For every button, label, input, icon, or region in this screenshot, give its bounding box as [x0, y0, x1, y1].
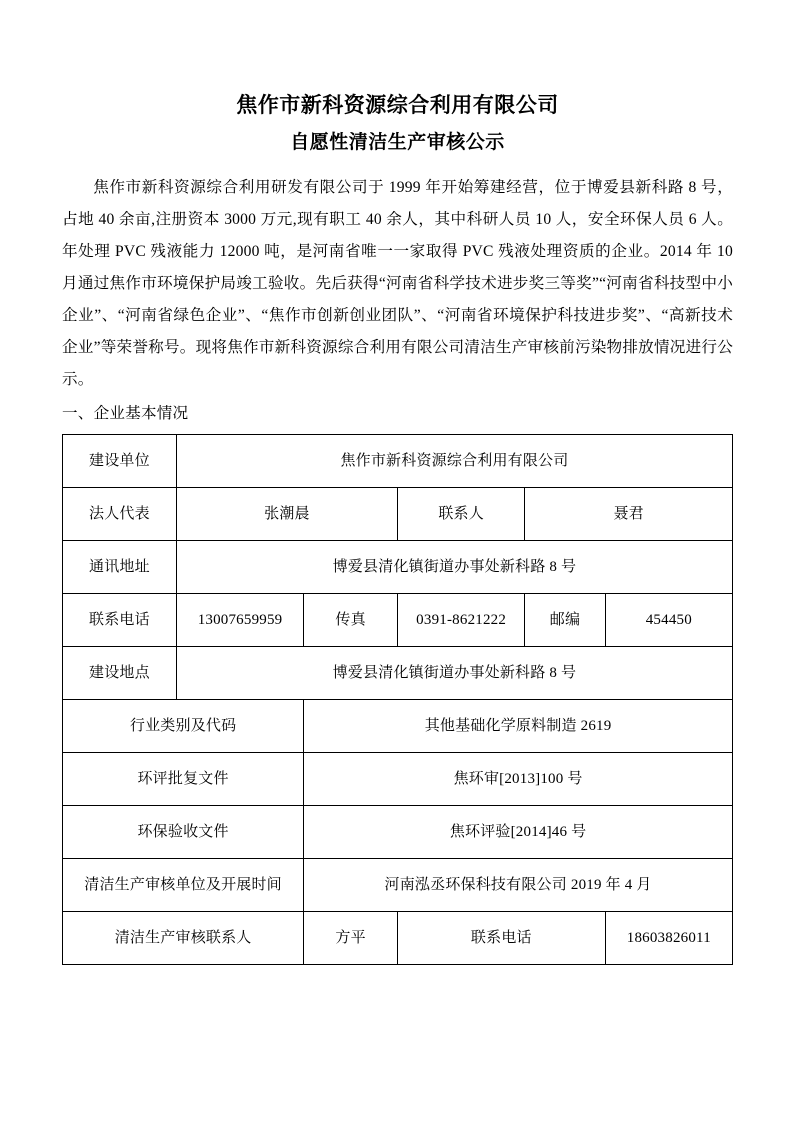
- table-cell-value: 聂君: [525, 488, 733, 541]
- table-cell-label: 行业类别及代码: [63, 700, 304, 753]
- table-row: [63, 700, 733, 753]
- table-cell-value: 焦环评验[2014]46 号: [304, 806, 733, 859]
- table-row: [63, 435, 733, 488]
- table-cell-value: 焦环审[2013]100 号: [304, 753, 733, 806]
- table-cell-value: 博爱县清化镇街道办事处新科路 8 号: [176, 647, 732, 700]
- table-cell-value: 18603826011: [605, 912, 732, 965]
- table-cell-label: 法人代表: [63, 488, 177, 541]
- table-cell-value: 0391-8621222: [397, 594, 524, 647]
- table-cell-value: 454450: [605, 594, 732, 647]
- enterprise-basic-info-table: [62, 434, 733, 965]
- table-cell-label: 联系电话: [63, 594, 177, 647]
- table-cell-value: 张潮晨: [176, 488, 397, 541]
- table-cell-value: 13007659959: [176, 594, 303, 647]
- table-cell-label: 建设地点: [63, 647, 177, 700]
- table-cell-label: 清洁生产审核联系人: [63, 912, 304, 965]
- table-cell-label: 传真: [304, 594, 398, 647]
- table-cell-label: 环保验收文件: [63, 806, 304, 859]
- table-cell-value: 河南泓丞环保科技有限公司 2019 年 4 月: [304, 859, 733, 912]
- table-row: [63, 647, 733, 700]
- table-row: [63, 912, 733, 965]
- table-cell-value: 其他基础化学原料制造 2619: [304, 700, 733, 753]
- table-row: [63, 806, 733, 859]
- table-cell-label: 邮编: [525, 594, 605, 647]
- table-row: [63, 541, 733, 594]
- table-row: [63, 753, 733, 806]
- table-cell-label: 环评批复文件: [63, 753, 304, 806]
- table-cell-label: 通讯地址: [63, 541, 177, 594]
- table-cell-label: 联系人: [397, 488, 524, 541]
- table-cell-value: 焦作市新科资源综合利用有限公司: [176, 435, 732, 488]
- table-cell-label: 建设单位: [63, 435, 177, 488]
- intro-paragraph: 焦作市新科资源综合利用研发有限公司于 1999 年开始筹建经营，位于博爱县新科路 8 号，占地 40 余亩,注册资本 3000 万元,现有职工 40 余人，其中科研人员 10 人，安全环保人员 6 人。年处理 PVC 残液能力 12000 吨，是河南省唯一一家取得 PVC 残液处理资质的企业。2014 年 10 月通过焦作市环境保护局竣工验收。先后获得“河南省科学技术进步奖三等奖”“河南省科技型中小企业”、“河南省绿色企业”、“焦作市创新创业团队”、“河南省环境保护科技进步奖”、“高新技术企业”等荣誉称号。现将焦作市新科资源综合利用有限公司清洁生产审核前污染物排放情况进行公示。: [62, 179, 733, 388]
- table-cell-value: 方平: [304, 912, 398, 965]
- table-cell-label: 清洁生产审核单位及开展时间: [63, 859, 304, 912]
- page-title: 焦作市新科资源综合利用有限公司: [236, 93, 559, 117]
- table-cell-value: 博爱县清化镇街道办事处新科路 8 号: [176, 541, 732, 594]
- table-row: [63, 488, 733, 541]
- table-row: [63, 859, 733, 912]
- page-subtitle: 自愿性清洁生产审核公示: [290, 132, 505, 153]
- table-cell-label: 联系电话: [397, 912, 605, 965]
- section-heading-basic-info: 一、企业基本情况: [62, 405, 189, 422]
- table-row: [63, 594, 733, 647]
